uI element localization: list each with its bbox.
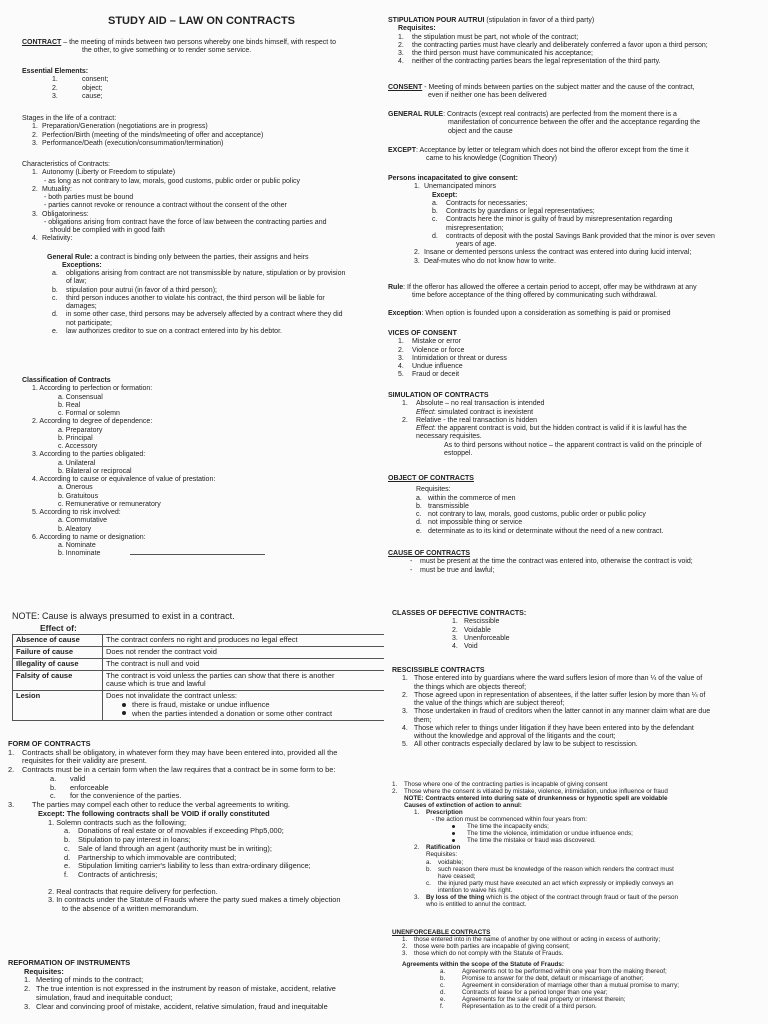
cause-item: such reason there must be knowledge of the reason which renders the contract must xyxy=(438,865,674,873)
incap-item: Unemancipated minors xyxy=(424,183,496,191)
exception-text: law authorizes creditor to sue on a contract entered into by his debtor. xyxy=(66,327,282,335)
rescissible-item: without the knowledge and approval of the litigants and the court; xyxy=(414,733,616,740)
effect-of-cause-table xyxy=(12,634,387,721)
stage-item: Perfection/Birth (meeting of the minds/meeting of offer and acceptance) xyxy=(42,131,264,139)
classification-item: a. Nominate xyxy=(58,542,96,549)
defective-contracts: CLASSES OF DEFECTIVE CONTRACTS: 1. Rescissible 2. Voidable 3. Unenforceable 4. Void xyxy=(392,610,762,651)
defective-item: Voidable xyxy=(464,626,491,634)
cause-bullet: The time the mistake or fraud was discovered. xyxy=(467,837,596,845)
exception-text: stipulation pour autrui (in favor of a third person); xyxy=(66,286,217,294)
voidable-item: Those where one of the contracting parties is incapable of giving consent xyxy=(404,781,608,788)
form-text: 1. Solemn contracts such as the following; xyxy=(48,817,187,827)
vice-item: Violence or force xyxy=(412,346,465,354)
effect-label: Effect xyxy=(416,408,434,416)
rescissible-item: All other contracts especially declared by law to be subject to rescission. xyxy=(414,741,638,749)
page-bottom-right xyxy=(384,600,768,1024)
chars-item: Relativity: xyxy=(42,235,73,243)
sof-item: Agreement in consideration of marriage other than a mutual promise to marry; xyxy=(462,982,679,990)
object-item: within the commerce of men xyxy=(428,494,516,502)
effect-text: necessary requisites. xyxy=(416,433,482,441)
defective-head: CLASSES OF DEFECTIVE CONTRACTS: xyxy=(392,610,527,617)
chars-item: Mutuality: xyxy=(42,185,72,193)
consent-def: - Meeting of minds between parties on the subject matter and the cause of the contract, xyxy=(422,84,695,91)
blank-line xyxy=(130,554,265,555)
classification-item: a. Commutative xyxy=(58,517,108,525)
cause-head: Prescription xyxy=(426,809,463,817)
chars-item: Autonomy (Liberty or Freedom to stipulate) xyxy=(42,169,176,177)
sof-head: Agreements within the scope of the Statute of Frauds: xyxy=(402,961,564,969)
reformation: REFORMATION OF INSTRUMENTS Requisites: 1. Meeting of minds to the contract; 2. The true intention is not expressed in the instrument by reason of mistake, accident, relative simulation, fraud and inequitable conduct; 3. Clear and convincing proof of mistake, accident, relative simulation, fraud and inequitable xyxy=(8,959,380,1011)
classification-item: b. Bilateral or reciprocal xyxy=(58,467,132,475)
table-cell xyxy=(103,670,387,691)
table-row xyxy=(13,691,387,721)
classification-item: a. Unilateral xyxy=(58,459,96,467)
rescissible-item: the value of the things which are subject thereof; xyxy=(414,700,565,707)
object-item: not contrary to law, morals, good customs, public order or public policy xyxy=(428,511,646,518)
effect-of-label: Effect of: xyxy=(40,622,77,633)
form-section xyxy=(0,738,384,1024)
exception-text: of law; xyxy=(66,278,87,286)
form-text: 2. Real contracts that require delivery for perfection. xyxy=(48,886,218,896)
cause-head: CAUSE OF CONTRACTS xyxy=(388,550,471,557)
form-item: valid xyxy=(70,773,86,783)
table-row xyxy=(13,658,387,670)
classification-group: 6. According to name or designation: xyxy=(32,533,146,541)
stip-item: the third person must have communicated his acceptance; xyxy=(412,50,593,57)
table-cell: Falsity of cause xyxy=(13,670,103,691)
general-rule-line: : Contracts (except real contracts) are perfected from the moment there is a xyxy=(443,111,677,118)
unenforceable-item: those were both parties are incapable of giving consent; xyxy=(414,943,570,951)
page-top-left xyxy=(0,0,384,600)
exception-term: Exception xyxy=(388,310,422,317)
cause-text: - the action must be commenced within four years from: xyxy=(432,816,588,824)
contract-def: – the meeting of minds between two persons whereby one binds himself, with respect to xyxy=(61,39,336,46)
rescissible-item: Those agreed upon in representation of absentees, if the latter suffer lesion by more than ¼ of xyxy=(414,691,706,699)
form-head: FORM OF CONTRACTS xyxy=(8,739,91,748)
rescissible-head: RESCISSIBLE CONTRACTS xyxy=(392,667,485,674)
exception-text: in some other case, third persons may be adversely affected by a contract where they did xyxy=(66,311,343,319)
classification-item: b. Principal xyxy=(58,434,93,442)
rescissible-item: Those entered into by guardians where the ward suffers lesion of more than ¼ of the value of xyxy=(414,675,703,683)
object-head: OBJECT OF CONTRACTS xyxy=(388,475,474,482)
note-label: NOTE xyxy=(12,611,38,621)
simulation-item: Relative - the real transaction is hidden xyxy=(416,416,538,424)
rescissible-item: the things which are objects thereof; xyxy=(414,683,527,691)
general-rule-line: object and the cause xyxy=(448,127,513,135)
unenforceable-contracts: UNENFORCEABLE CONTRACTS 1. those entered into in the name of another by one without or acting in excess of authority; 2. those were both parties are incapable of giving consent; 3. those which do not comply with the Statute of Frauds. Agreements within the scope of the Statute of Frauds: a. Agreements not to be performed within one year from the making thereof; b. Promise to answer for the debt, default or miscarriage of another; c. Agreement in consideration of marriage other than a mutual promise to marry; d. Contracts of lease for a period longer than one year; e. Agreements for the sale of real property or interest therein; f. Representation as to the credit of a third person. xyxy=(392,929,762,1011)
table-row xyxy=(13,646,387,658)
incapacitated-persons: Persons incapacitated to give consent: 1. Unemancipated minors Except: a. Contracts for necessaries; b. Contracts by guardians or legal representatives; c. Contracts here the minor is guilty of fraud by misrepresentation regarding misrepresentation; d. contracts of deposit with the postal Savings Bank provided that the minor is over seven years of age. 2. Insane or demented persons unless the contract was entered into during lucid interval; 3. Deaf-mutes who do not know how to write. xyxy=(388,175,762,266)
table-cell: Lesion xyxy=(13,691,103,721)
cause-item: voidable; xyxy=(438,858,464,866)
classification-group: 3. According to the parties obligated: xyxy=(32,451,146,459)
classification-item: b. Real xyxy=(58,401,81,409)
except-line: came to his knowledge (Cognition Theory) xyxy=(426,155,557,163)
simulation-head: SIMULATION OF CONTRACTS xyxy=(388,392,489,399)
stip-head-paren: (stipulation in favor of a third party) xyxy=(484,17,595,24)
cause-number: 3. xyxy=(414,893,420,901)
except-term: EXCEPT xyxy=(388,147,417,154)
effect-text: As to third persons without notice – the apparent contract is valid on the principle of xyxy=(444,441,702,449)
cell-line: The contract is void unless the parties can show that there is another xyxy=(106,670,335,680)
stip-item: the contracting parties must have clearly and deliberately conferred a favor upon a third person; xyxy=(412,41,708,49)
chars-sub: - both parties must be bound xyxy=(44,194,134,201)
stip-req: Requisites: xyxy=(398,25,436,33)
except-rule xyxy=(388,147,762,164)
reform-item: simulation, fraud and inequitable conduct; xyxy=(36,992,173,1002)
classification-item: a. Onerous xyxy=(58,484,93,492)
sof-item: Agreements not to be performed within one year from the making thereof; xyxy=(462,968,667,976)
stage-item: Performance/Death (execution/consummation/termination) xyxy=(42,139,224,147)
sof-item: Agreements for the sale of real property or interest therein; xyxy=(462,996,626,1004)
effect-label: Effect xyxy=(416,425,434,432)
object-item: transmissible xyxy=(428,502,469,510)
effect-text: estoppel. xyxy=(444,449,473,457)
table-cell: The contract is null and void xyxy=(103,658,387,670)
sof-item: Contracts of lease for a period longer than one year; xyxy=(462,989,608,997)
incap-exception: Contracts here the minor is guilty of fraud by misrepresentation regarding xyxy=(446,216,673,224)
page-top-right xyxy=(384,0,768,600)
unenforceable-head: UNENFORCEABLE CONTRACTS xyxy=(392,929,491,936)
offer-rule xyxy=(388,284,762,301)
consent-definition xyxy=(388,84,762,101)
form-item: Partnership to which immovable are contributed; xyxy=(78,852,237,862)
contract-def2: the other, to give something or to render some service. xyxy=(82,47,252,55)
table-cell: Absence of cause xyxy=(13,635,103,647)
incap-exception: Contracts by guardians or legal representatives; xyxy=(446,208,595,215)
sof-item: Promise to answer for the debt, default or miscarriage of another; xyxy=(462,975,644,983)
contract-term: CONTRACT xyxy=(22,39,62,46)
note-cause xyxy=(12,611,384,633)
simulation: SIMULATION OF CONTRACTS 1. Absolute – no real transaction is intended Effect: simulated contract is inexistent 2. Relative - the real transaction is hidden Effect: the apparent contract is void, but the hidden contract is valid if it is lawful has the necessary requisites. As to third persons without notice – the apparent contract is valid on the principle of estoppel. xyxy=(388,392,762,458)
cause-text: which is the object of the contract through fraud or fault of the person xyxy=(484,893,678,901)
exception-text: damages; xyxy=(66,303,97,310)
incap-except: Except: xyxy=(432,191,458,199)
cause-head: Ratification xyxy=(426,844,461,852)
exceptions-list: a. obligations arising from contract are not transmissible by nature, stipulation or by provision of law; b. stipulation pour autrui (in favor of a third person); c. third person induces another to violate his contract, the third person will be liable for damages; d. in some other case, third persons may be adversely affected by a contract where they did not participate; e. law authorizes creditor to sue on a contract entered into by his debtor. xyxy=(22,270,374,336)
form-text: to the absence of a written memorandum. xyxy=(62,904,199,914)
exception-line: : When option is founded upon a consideration as something is paid or promised xyxy=(421,310,671,317)
classification-item: b. Aleatory xyxy=(58,525,92,533)
table-row xyxy=(13,670,387,691)
table-cell xyxy=(103,691,387,721)
chars-sub: should be complied with in good faith xyxy=(50,227,165,234)
incap-exception: Contracts for necessaries; xyxy=(446,199,528,207)
rule-line: : If the offeror has allowed the offeree a certain period to accept, offer may be withdrawn at any xyxy=(403,284,697,291)
object-item: determinate as to its kind or determinate without the need of a new contract. xyxy=(428,527,664,535)
cause-bullet: The time the incapacity ends; xyxy=(467,823,549,831)
essential-elements: Essential Elements: 1. consent; 2. object; 3. cause; xyxy=(22,68,384,101)
cause-item: intention to waive his right. xyxy=(438,886,513,894)
cause-item: the injured party must have executed an act which expressly or impliedly conveys an xyxy=(438,879,674,887)
classification-group: 5. According to risk involved: xyxy=(32,509,121,516)
except-line: : Acceptance by letter or telegram which does not bind the offeror except from the time it xyxy=(416,147,689,154)
chars-sub: - parties cannot revoke or renounce a contract without the consent of the other xyxy=(44,202,287,210)
form-text: The parties may compel each other to reduce the verbal agreements to writing. xyxy=(32,800,290,810)
form-item: Donations of real estate or of movables if exceeding Php5,000; xyxy=(78,826,284,836)
contract-definition xyxy=(22,39,374,56)
form-text: Contracts must be in a certain form when the law requires that a contract be in some form to be: xyxy=(22,765,336,775)
vices-of-consent: VICES OF CONSENT 1. Mistake or error 2. Violence or force 3. Intimidation or threat or duress 4. Undue influence 5. Fraud or deceit xyxy=(388,330,762,380)
reform-req: Requisites: xyxy=(24,966,64,976)
form-of-contracts: FORM OF CONTRACTS 1. Contracts shall be obligatory, in whatever form they may have been entered into, provided all the requisites for their validity are present. 2. Contracts must be in a certain form when the law requires that a contract be in some form to be: a. valid b. enforceable c. for the convenience of the parties. 3. The parties may compel each other to reduce the verbal agreements to writing. Except: The following contracts shall be VOID if orally constituted 1. Solemn contracts such as the following; a. Donations of real estate or of movables if exceeding Php5,000; b. Stipulation to pay interest in loans; c. Sale of land through an agent (authority must be in writing); d. Partnership to which immovable are contributed; e. Stipulation limiting carrier's liability to less than extra-ordinary diligence; f. Contracts of antichresis; 2. Real contracts that require delivery for perfection. 3. In contracts under the Statute of Frauds where the party sued makes a timely objection to the absence of a written memorandum. xyxy=(8,740,380,914)
stipulation-pour-autrui: STIPULATION POUR AUTRUI (stipulation in favor of a third party) Requisites: 1. the stipulation must be part, not whole of the contract; 2. the contracting parties must have clearly and deliberately conferred a favor upon a third person; 3. the third person must have communicated his acceptance; 4. neither of the contracting parties bears the legal representation of the third party. xyxy=(388,17,762,67)
classification xyxy=(22,377,384,559)
stages: Stages in the life of a contract: 1. Preparation/Generation (negotiations are in progress) 2. Perfection/Birth (meeting of the minds/meeting of offer and acceptance) 3. Performance/Death (execution/consummation/termination) xyxy=(22,115,384,148)
essential-item: consent; xyxy=(82,76,109,84)
cause-of-contracts: CAUSE OF CONTRACTS - must be present at the time the contract was entered into, otherwise the contract is void; - must be true and lawful; xyxy=(388,550,762,575)
reform-item: The true intention is not expressed in the instrument by reason of mistake, accident, relative xyxy=(36,984,336,994)
general-rule-term: GENERAL RULE xyxy=(388,111,444,118)
essential-item: cause; xyxy=(82,92,103,100)
bullet-icon xyxy=(122,711,126,715)
cell-line: Does not invalidate the contract unless: xyxy=(106,691,237,701)
voidable-note: NOTE: Contracts entered into during sate of drunkenness or hypnotic spell are voidable xyxy=(404,795,668,803)
stip-head: STIPULATION POUR AUTRUI xyxy=(388,17,485,24)
classification-item: b. Innominate xyxy=(58,550,101,558)
vices-head: VICES OF CONSENT xyxy=(388,330,457,337)
sof-item: Representation as to the credit of a third person. xyxy=(462,1003,597,1011)
table-cell: The contract confers no right and produces no legal effect xyxy=(103,635,387,647)
effect-text: : simulated contract is inexistent xyxy=(433,408,534,416)
vice-item: Intimidation or threat or duress xyxy=(412,354,507,362)
classification-group: 1. According to perfection or formation: xyxy=(32,385,153,393)
consent-term: CONSENT xyxy=(388,84,423,91)
classification-item: c. Accessory xyxy=(58,443,98,450)
form-text: Contracts shall be obligatory, in whatever form they may have been entered into, provided all the xyxy=(22,747,338,757)
exception-text: obligations arising from contract are not transmissible by nature, stipulation or by provision xyxy=(66,270,346,277)
essential-head: Essential Elements: xyxy=(22,68,89,75)
incap-head: Persons incapacitated to give consent: xyxy=(388,175,518,182)
rescissible-contracts: RESCISSIBLE CONTRACTS 1. Those entered into by guardians where the ward suffers lesion of more than ¼ of the value of the things which are objects thereof; 2. Those agreed upon in representation of absentees, if the latter suffer lesion by more than ¼ of the value of the things which are subject thereof; 3. Those undertaken in fraud of creditors when the latter cannot in any manner claim what are due them; 4. Those which refer to things under litigation if they have been entered into by the defendant without the knowledge and approval of the litigants and the court; 5. All other contracts especially declared by law to be subject to rescission. xyxy=(392,667,762,750)
incap-exception: years of age. xyxy=(456,241,497,248)
cause-number: 1. xyxy=(414,809,420,817)
reform-item: Clear and convincing proof of mistake, accident, relative simulation, fraud and inequitable xyxy=(36,1001,328,1011)
defective-item: Unenforceable xyxy=(464,634,510,642)
reform-head: REFORMATION OF INSTRUMENTS xyxy=(8,958,131,967)
form-item: Sale of land through an agent (authority must be in writing); xyxy=(78,843,272,853)
classification-item: a. Preparatory xyxy=(58,426,103,434)
classification-group: 4. According to cause or equivalence of value of prestation: xyxy=(32,476,216,483)
general-rule xyxy=(388,111,762,136)
simulation-item: Absolute – no real transaction is intended xyxy=(416,400,545,408)
classification-item: a. Consensual xyxy=(58,393,103,401)
note-text: : Cause is always presumed to exist in a contract. xyxy=(37,611,235,621)
vice-item: Mistake or error xyxy=(412,338,462,346)
cause-item: must be present at the time the contract was entered into, otherwise the contract is void; xyxy=(420,558,693,566)
unenforceable-item: those which do not comply with the Statute of Frauds. xyxy=(414,950,564,958)
exception-text: not participate; xyxy=(66,319,112,327)
form-item: Stipulation limiting carrier's liability to less than extra-ordinary diligence; xyxy=(78,861,311,871)
rescissible-item: them; xyxy=(414,716,432,724)
classification-group: 2. According to degree of dependence: xyxy=(32,418,153,426)
exception-text: third person induces another to violate his contract, the third person will be liable for xyxy=(66,294,325,302)
classification-item: b. Gratuitous xyxy=(58,492,99,500)
rescissible-item: Those undertaken in fraud of creditors when the latter cannot in any manner claim what are due xyxy=(414,708,711,716)
classification-head: Classification of Contracts xyxy=(22,377,111,384)
defective-item: Void xyxy=(464,643,478,650)
general-rule-label: General Rule: xyxy=(47,253,93,261)
classification-item: c. Formal or solemn xyxy=(58,410,120,417)
characteristics: Characteristics of Contracts: 1. Autonomy (Liberty or Freedom to stipulate) - as long as not contrary to law, morals, good customs, public order or public policy 2. Mutuality: - both parties must be bound - parties cannot revoke or renounce a contract without the consent of the other 3. Obligatoriness: - obligations arising from contract have the force of law between the contracting parties and should be complied with in good faith 4. Relativity: General Rule: a contract is binding only between the parties, their assigns and heirs Exceptions: a. obligations arising from contract are not transmissible by nature, stipulation or by provision of law; b. stipulation pour autrui (in favor of a third person); c. third person induces another to violate his contract, the third person will be liable for damages; d. in some other case, third persons may be adversely affected by a contract where they did not participate; e. law authorizes creditor to sue on a contract entered into by his debtor. xyxy=(22,161,374,336)
chars-item: Obligatoriness: xyxy=(42,210,89,218)
rule-line: time before acceptance of the thing offered by communicating such withdrawal. xyxy=(412,292,658,300)
rescissible-item: Those which refer to things under litigation if they have been entered into by the defendant xyxy=(414,724,694,732)
page-title: STUDY AID – LAW ON CONTRACTS xyxy=(108,15,296,27)
chars-head: Characteristics of Contracts: xyxy=(22,161,110,168)
vice-item: Fraud or deceit xyxy=(412,371,460,379)
general-rule-text: a contract is binding only between the parties, their assigns and heirs xyxy=(92,253,309,261)
classification-item: c. Remunerative or remuneratory xyxy=(58,500,161,508)
object-item: not impossible thing or service xyxy=(428,519,523,527)
vice-item: Undue influence xyxy=(412,363,463,370)
form-item: Contracts of antichresis; xyxy=(78,870,158,880)
reform-item: Meeting of minds to the contract; xyxy=(36,975,144,985)
incap-exception: contracts of deposit with the postal Savings Bank provided that the minor is over seven xyxy=(446,232,715,240)
cause-text: who is entitled to annul the contract. xyxy=(426,900,527,908)
cause-bullet: The time the violence, intimidation or undue influence ends; xyxy=(467,830,633,838)
form-text: 3. In contracts under the Statute of Frauds where the party sued makes a timely objection xyxy=(48,895,341,905)
rule-term: Rule xyxy=(388,284,404,291)
stip-item: neither of the contracting parties bears the legal representation of the third party. xyxy=(412,58,661,66)
incap-exception: misrepresentation; xyxy=(446,224,504,232)
form-item: enforceable xyxy=(70,782,109,792)
effect-text: : the apparent contract is void, but the hidden contract is valid if it is lawful has the xyxy=(433,425,687,432)
chars-sub: - as long as not contrary to law, morals, good customs, public order or public policy xyxy=(44,177,301,185)
offer-exception xyxy=(388,310,762,318)
table-cell: Does not render the contract void xyxy=(103,646,387,658)
voidable-item: Those where the consent is vitiated by mistake, violence, intimidation, undue influence or fraud xyxy=(404,788,668,796)
form-item: Stipulation to pay interest in loans; xyxy=(78,835,191,845)
table-cell: Illegality of cause xyxy=(13,658,103,670)
consent-def2: even if neither one has been delivered xyxy=(428,92,547,100)
essential-item: object; xyxy=(82,84,103,92)
chars-sub: - obligations arising from contract have the force of law between the contracting parties and xyxy=(44,218,327,226)
form-item: for the convenience of the parties. xyxy=(70,791,182,801)
cell-line: cause which is true and lawful xyxy=(106,679,206,689)
cause-head: By loss of the thing xyxy=(426,893,485,901)
general-rule-line: manifestation of concurrence between the offer and the acceptance regarding the xyxy=(448,119,701,127)
stages-head: Stages in the life of a contract: xyxy=(22,115,117,122)
table-cell: Failure of cause xyxy=(13,646,103,658)
unenforceable-item: those entered into in the name of another by one without or acting in excess of authority; xyxy=(414,936,661,944)
stage-item: Preparation/Generation (negotiations are in progress) xyxy=(42,123,208,131)
voidable-contracts: 1. Those where one of the contracting parties is incapable of giving consent 2. Those where the consent is vitiated by mistake, violence, intimidation, undue influence or fraud NOTE: Contracts entered into during sate of drunkenness or hypnotic spell are voidable Causes of extinction of action to annul: 1. Prescription - the action must be commenced within four years from: The time the incapacity ends; The time the violence, intimidation or undue influence ends; The time the mistake or fraud was discovered. 2. Ratification Requisites: a. voidable; b. such reason there must be knowledge of the reason which renders the contract must have ceased; c. the injured party must have executed an act which expressly or impliedly conveys an intention to waive his right. 3. By loss of the thing which is the object of the contract through fraud or fault of the person who is entitled to annul the contract. xyxy=(392,781,762,908)
bullet-icon xyxy=(452,825,455,828)
cell-bullet: there is fraud, mistake or undue influence xyxy=(132,700,270,710)
defective-item: Rescissible xyxy=(464,618,500,626)
object-of-contracts: OBJECT OF CONTRACTS Requisites: a. within the commerce of men b. transmissible c. not contrary to law, morals, good customs, public order or public policy d. not impossible thing or service e. determinate as to its kind or determinate without the need of a new contract. xyxy=(388,475,762,536)
exceptions-label: Exceptions: xyxy=(62,261,102,269)
cell-bullet: when the parties intended a donation or some other contract xyxy=(132,708,333,718)
incap-item: Insane or demented persons unless the contract was entered into during lucid interval; xyxy=(424,249,692,257)
incap-item: Deaf-mutes who do not know how to write. xyxy=(424,257,556,265)
form-except: Except: The following contracts shall be VOID if orally constituted xyxy=(38,808,270,818)
bullet-icon xyxy=(452,839,455,842)
bullet-icon xyxy=(452,832,455,835)
object-req: Requisites: xyxy=(416,486,451,494)
table-row xyxy=(13,635,387,647)
stip-item: the stipulation must be part, not whole of the contract; xyxy=(412,33,579,41)
cause-item: have ceased; xyxy=(438,872,476,880)
bullet-icon xyxy=(122,703,126,707)
form-text: requisites for their validity are present. xyxy=(22,756,147,766)
voidable-causes: Causes of extinction of action to annul: xyxy=(404,802,522,810)
cause-item: must be true and lawful; xyxy=(420,566,495,574)
cause-number: 2. xyxy=(414,844,420,852)
cause-text: Requisites: xyxy=(426,851,458,859)
